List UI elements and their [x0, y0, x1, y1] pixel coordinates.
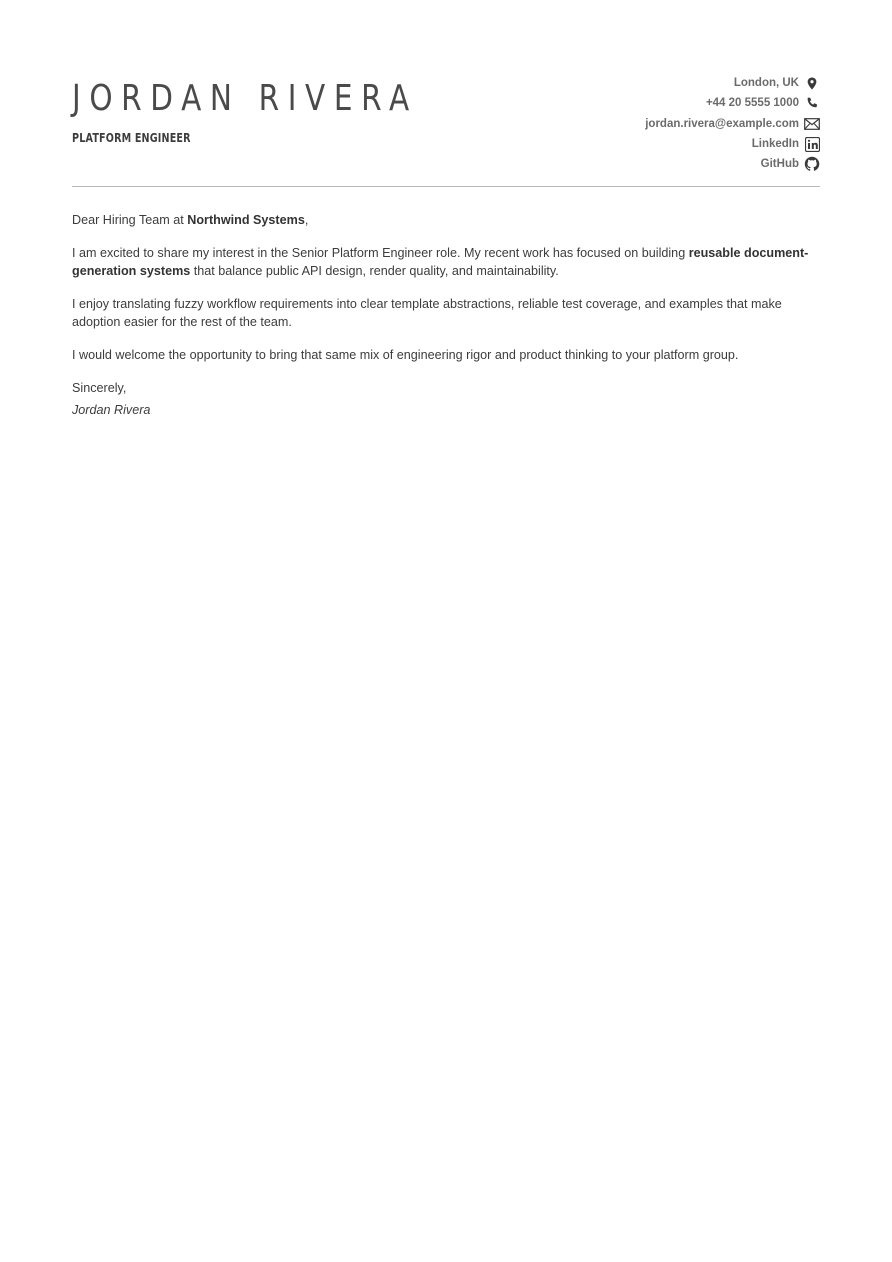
cover-letter-page	[72, 0, 820, 417]
phone-icon	[804, 95, 820, 111]
contact-github[interactable]	[645, 154, 820, 174]
signature: Jordan Rivera	[72, 403, 151, 417]
envelope-icon	[804, 116, 820, 132]
location-pin-icon	[804, 75, 820, 91]
github-link[interactable]: GitHub	[760, 158, 799, 171]
paragraph-1	[72, 244, 820, 280]
letter-header	[72, 0, 820, 188]
paragraph-1-highlight: reusable document-generation systems	[72, 246, 809, 278]
job-title: PLATFORM ENGINEER	[72, 131, 191, 145]
contact-location	[645, 73, 820, 93]
contact-list	[645, 73, 820, 174]
contact-phone	[645, 93, 820, 113]
applicant-name: JORDAN RIVERA	[72, 78, 418, 119]
greeting-prefix: Dear Hiring Team at	[72, 213, 188, 227]
paragraph-1-end: that balance public API design, render quality, and maintainability.	[190, 264, 559, 278]
header-divider	[72, 186, 820, 187]
linkedin-icon	[804, 136, 820, 152]
phone-text: +44 20 5555 1000	[705, 97, 799, 110]
greeting-suffix: ,	[304, 213, 309, 227]
location-text: London, UK	[733, 77, 799, 90]
paragraph-1-start: I am excited to share my interest in the Senior Platform Engineer role. My recent work has focused on building	[72, 246, 689, 260]
linkedin-link[interactable]: LinkedIn	[751, 138, 799, 151]
paragraph-2: I enjoy translating fuzzy workflow requirements into clear template abstractions, reliable test coverage, and examples that make adoption easier for the rest of the team.	[72, 297, 782, 329]
contact-email[interactable]	[645, 114, 820, 134]
closing: Sincerely,	[72, 381, 127, 395]
contact-linkedin[interactable]	[645, 134, 820, 154]
greeting	[72, 211, 820, 229]
email-link[interactable]: jordan.rivera@example.com	[645, 117, 799, 130]
letter-body	[72, 211, 820, 434]
paragraph-3: I would welcome the opportunity to bring that same mix of engineering rigor and product thinking to your platform group.	[72, 348, 739, 362]
company-name: Northwind Systems	[187, 213, 305, 227]
github-icon	[804, 156, 820, 172]
